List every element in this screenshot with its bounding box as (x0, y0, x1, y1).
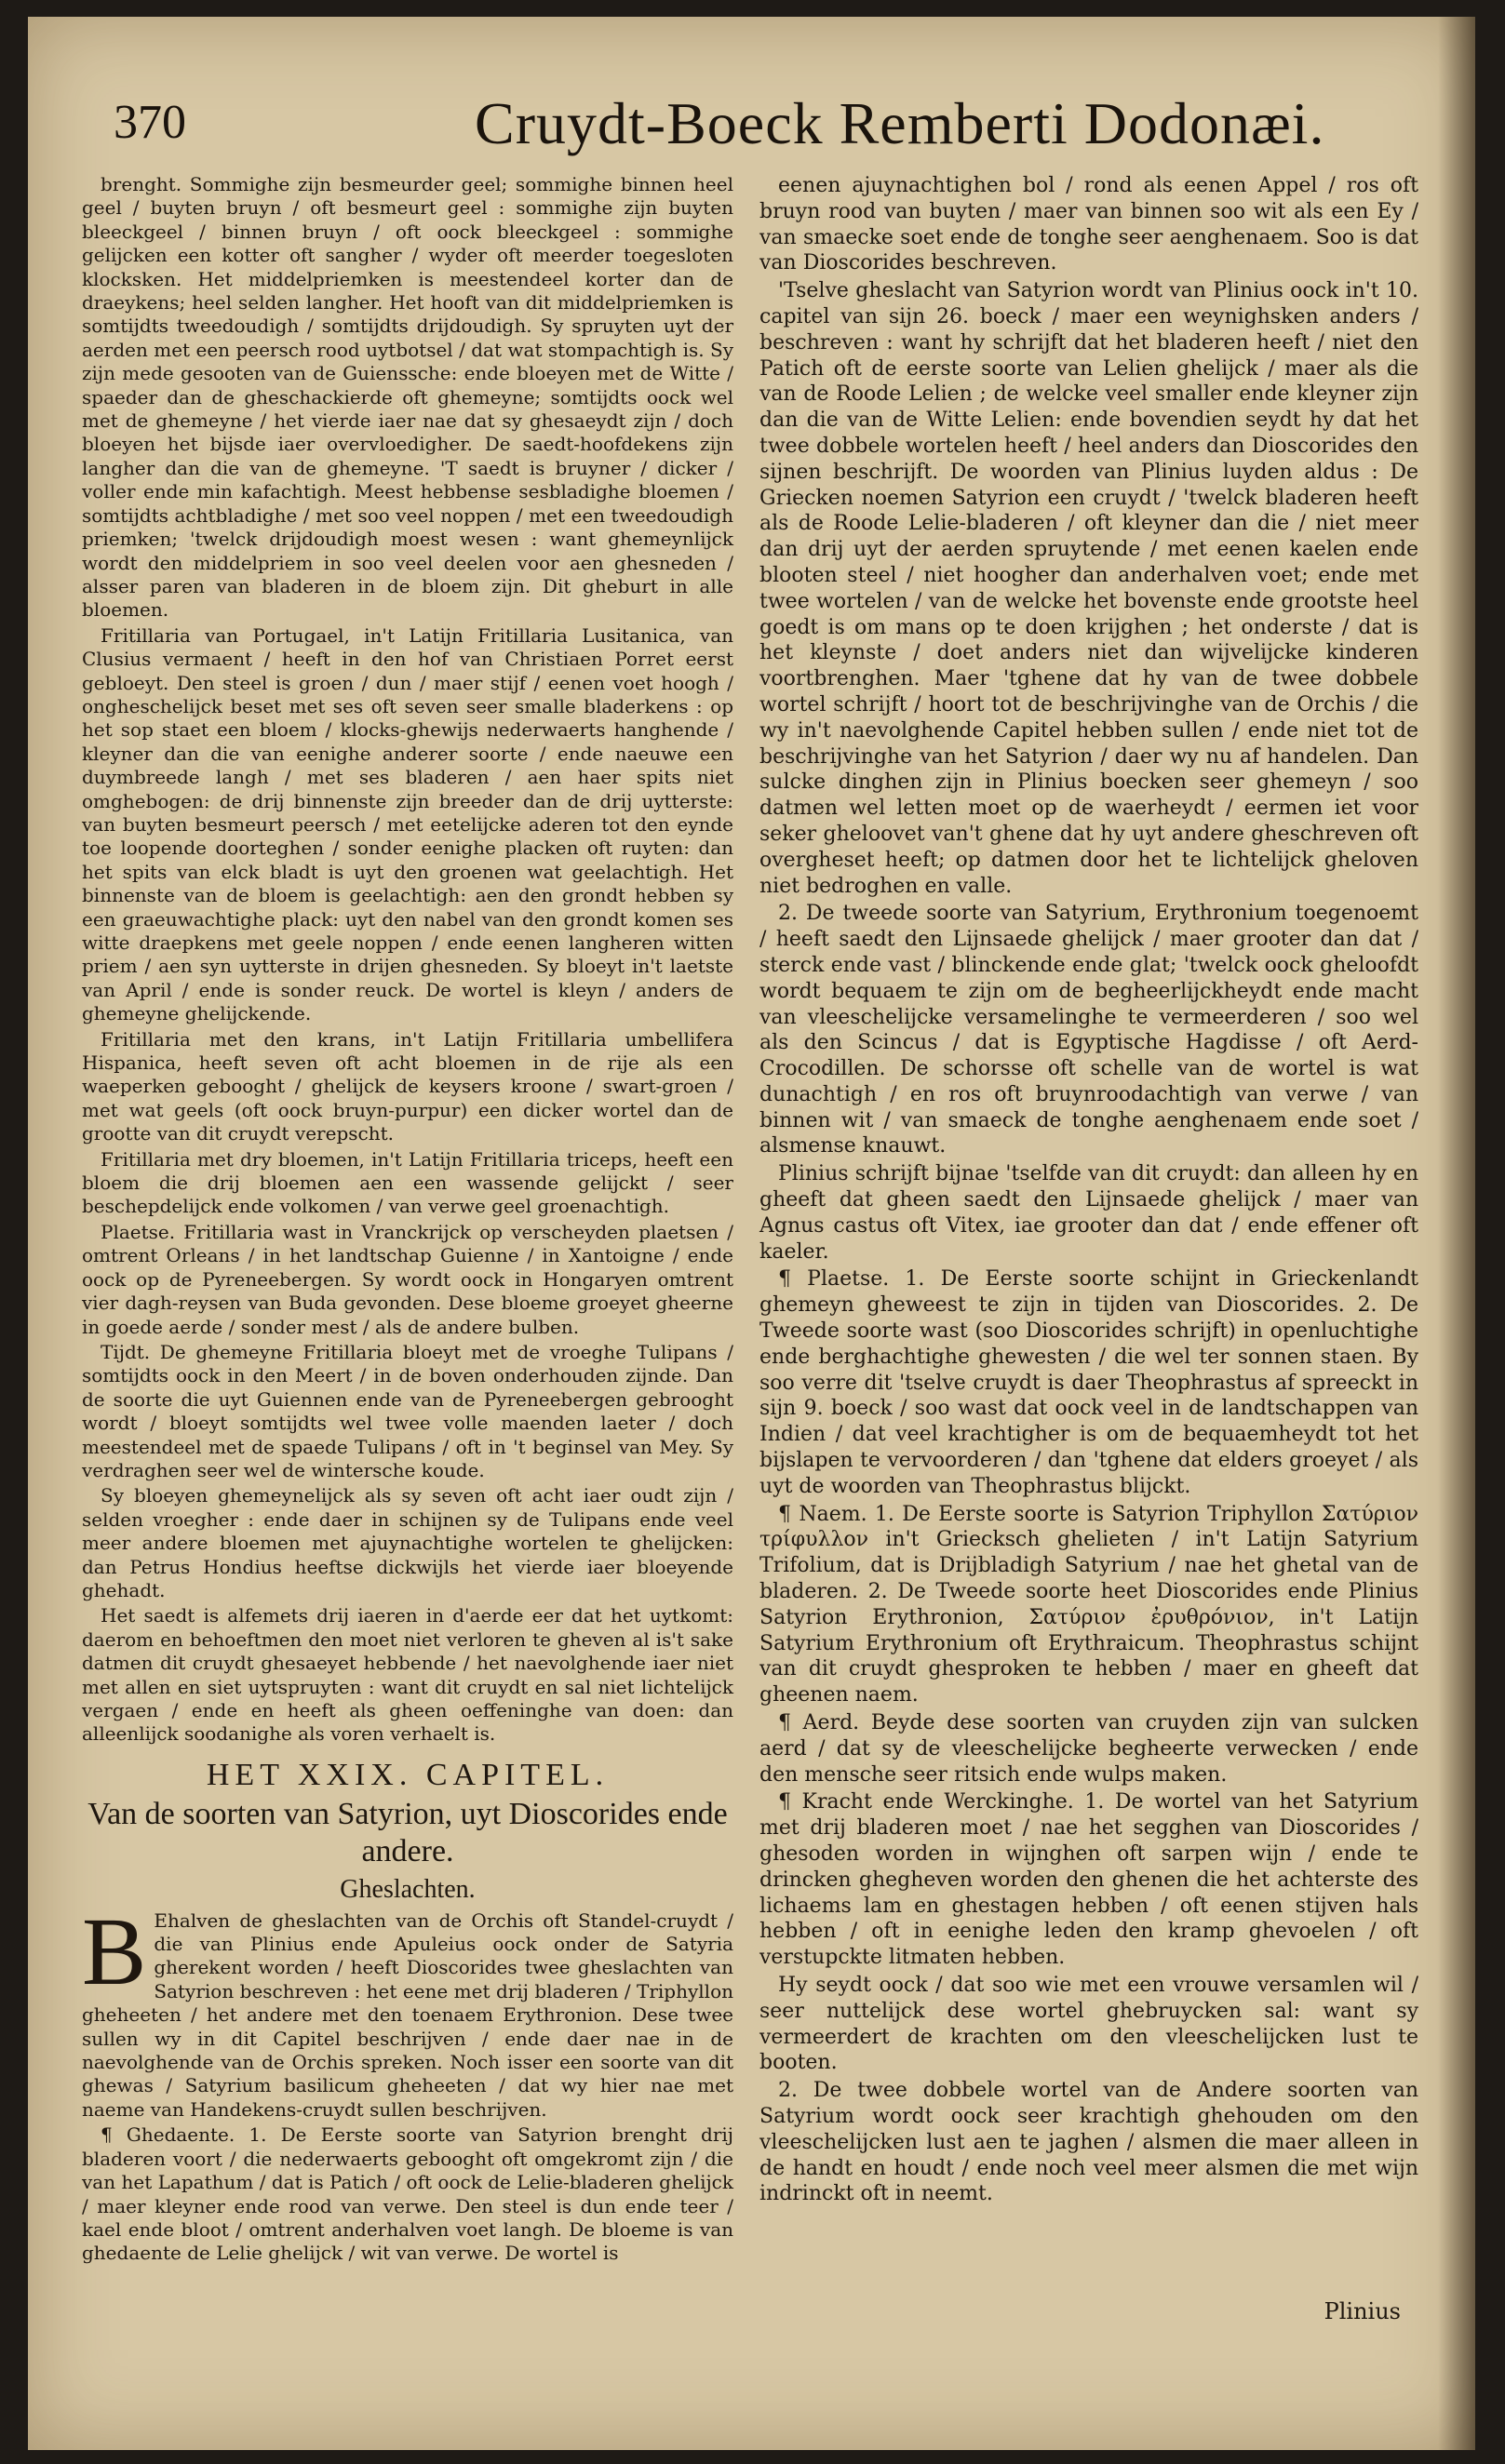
paragraph: Plaetse. Fritillaria wast in Vranckrijck op verscheyden plaetsen / omtrent Orleans / in het landtschap Guienne / in Xantoigne / ende oock op de Pyreneebergen. Sy wordt oock in Hongaryen omtrent vier dagh-reysen van Buda gevonden. Dese bloeme groeyet gheerne in goede aerde / sonder mest / als de andere bulben. (82, 1220, 733, 1338)
chapter-title: Van de soorten van Satyrion, uyt Dioscorides ende andere. (87, 1797, 728, 1869)
page-gutter-shadow (1438, 17, 1475, 2450)
running-head (84, 89, 1419, 164)
paragraph: Het saedt is alfemets drij iaeren in d'aerde eer dat het uytkomt: daerom en behoeftmen den moet niet verloren te gheven al is't sake datmen dit cruydt ghesaeyet hebbende / het naevolghende iaer niet met allen en siet uytspruyten : want dit cruydt en sal niet lichtelijck vergaen / ende en heeft als gheen oeffeninghe van doen: dan alleenlijck soodanighe als voren verhaelt is. (82, 1604, 733, 1746)
running-title: Cruydt-Boeck Remberti Dodonæi. (475, 90, 1325, 156)
dropcap-paragraph (82, 1897, 733, 2123)
page-number: 370 (114, 96, 186, 149)
paragraph: ¶ Naem. 1. De Eerste soorte is Satyrion Triphyllon Σατύριον τρίφυλλον in't Griecksch ghelieten / in't Latijn Satyrium Trifolium, dat is Drijbladigh Satyrium / nae het ghetal van de bladeren. 2. De Tweede soorte heet Dioscorides ende Plinius Satyrion Erythronion, Σατύριον ἐρυθρόνιον, in't Latijn Satyrium Erythronium oft Erythraicum. Theophrastus schijnt van dit cruydt ghesproken te hebben / maer en gheeft dat gheenen naem. (759, 1502, 1418, 1707)
paragraph: Tijdt. De ghemeyne Fritillaria bloeyt met de vroeghe Tulipans / somtijdts oock in den Meert / in de boven onderhouden zijnde. Dan de soorte die uyt Guiennen ende van de Pyreneebergen gebrooght wordt / bloeyt somtijdts wel twee volle maenden laeter / doch meestendeel met de spaede Tulipans / oft in 't beginsel van Mey. Sy verdraghen seer wel de wintersche koude. (82, 1340, 733, 1481)
drop-cap: B (82, 1897, 147, 2005)
paragraph: Fritillaria met den krans, in't Latijn Fritillaria umbellifera Hispanica, heeft seven oft acht bloemen in de rije als een waeperken gebooght / ghelijck de keysers kroone / swart-groen / met wat geels (oft oock bruyn-purpur) een dicker wortel dan de grootte van dit cruydt verepscht. (82, 1027, 733, 1145)
chapter-heading: HET XXIX. CAPITEL. (206, 1757, 610, 1792)
paragraph: 2. De twee dobbele wortel van de Andere soorten van Satyrium wordt oock seer krachtigh ghehouden om den vleeschelijcken lust aen te jaghen / alsmen die maer alleen in de handt en houdt / ende noch veel meer alsmen die met wijn indrinckt oft in neemt. (759, 2079, 1418, 2206)
paragraph: ¶ Plaetse. 1. De Eerste soorte schijnt in Grieckenlandt ghemeyn gheweest te zijn in tijden van Dioscorides. 2. De Tweede soorte wast (soo Dioscorides schrijft) in openluchtighe ende berghachtighe ghewesten / die wel ter sonnen staen. By soo verre dit 'tselve cruydt is daer Theophrastus af spreeckt in sijn 9. boeck / soo wast dat oock veel in de landtschappen van Indien / dat veel krachtigher is om de bequaemheydt tot het bijslapen te vervoorderen / dan 'tghene dat elders groeyet / als uyt de woorden van Theophrastus blijckt. (759, 1267, 1418, 1498)
paragraph: 2. De tweede soorte van Satyrium, Erythronium toegenoemt / heeft saedt den Lijnsaede ghelijck / maer grooter dan dat / sterck ende vast / blinckende ende glat; 'twelck oock gheloofdt wordt bequaem te zijn om de begheerlijckheydt ende macht van vleeschelijcke versamelinghe te vermeerderen / soo wel als den Scincus / dat is Egyptische Hagdisse / oft Aerd-Crocodillen. De schorsse oft schelle van de wortel is wat dunachtigh / en ros oft bruynroodachtigh van verwe / van binnen wit / van smaeck de tonghe aenghenaem ende soet / alsmense knauwt. (759, 902, 1418, 1158)
paragraph: Plinius schrijft bijnae 'tselfde van dit cruydt: dan alleen hy en gheeft dat gheen saedt den Lijnsaede ghelijck / maer van Agnus castus oft Vitex, iae grooter dan dat / ende effener oft kaeler. (759, 1162, 1418, 1264)
right-column (759, 173, 1418, 2209)
paragraph: Fritillaria van Portugael, in't Latijn Fritillaria Lusitanica, van Clusius vermaent / heeft in den hof van Christiaen Porret eerst gebloeyt. Den steel is groen / dun / maer stijf / eenen voet hoogh / ongheschelijck beset met ses oft seven seer smalle bladerkens : op het sop staet een bloem / klocks-ghewijs nederwaerts hanghende / kleyner dan die van eenighe anderer soorte / ende naeuwe een duymbreede langh / met ses bladeren / aen haer spits niet omghebogen: de drij binnenste zijn breeder dan de drij uytterste: van buyten besmeurt peersch / met eetelijcke aderen tot den eynde toe loopende doorteghen / sonder eenighe placken oft ruyten: dan het spits van elck bladt is uyt den groenen wat geelachtigh. Het binnenste van de bloem is geelachtigh: aen den grondt hebben sy een graeuwachtighe plack: uyt den nabel van den grondt komen ses witte draepkens met geele noppen / ende eenen langheren witten priem / aen syn uytterste in drijen ghesneden. Sy bloeyt in't laetste van April / ende is sonder reuck. De wortel is kleyn / anders de ghemeyne ghelijckende. (82, 623, 733, 1025)
paragraph: 'Tselve gheslacht van Satyrion wordt van Plinius oock in't 10. capitel van sijn 26. boeck / maer een weynighsken anders / beschreven : want hy schrijft dat het bladeren heeft / niet den Patich oft de eerste soorte van Lelien ghelijck / maer als die van de Roode Lelien ; de welcke veel smaller ende kleyner zijn dan die van de Witte Lelien: ende bovendien seydt hy dat het twee dobbele wortelen heeft / heel anders dan Dioscorides den sijnen beschrijft. De woorden van Plinius luyden aldus : De Griecken noemen Satyrion een cruydt / 'twelck bladeren heeft als de Roode Lelie-bladeren / oft kleyner dan die / niet meer dan drij uyt der aerden spruytende / met eenen kaelen ende blooten steel / niet hoogher dan anderhalven voet; ende met twee wortelen / van de welcke het bovenste ende grootste heel goedt is om mans op te doen krijghen ; het onderste / dat is het kleynste / doet anders niet dan wijvelijcke kinderen voortbrenghen. Maer 'tghene dat hy van de twee dobbele wortel schrijft / hoort tot de beschrijvinghe van de Orchis / die wy in't naevolghende Capitel hebben sullen / ende niet tot de beschrijvinghe van het Satyrion / daer wy nu af handelen. Dan sulcke dinghen zijn in Plinius boecken seer ghemeyn / soo datmen wel letten moet op de waerheydt / eermen iet voor seker gheloovet van't ghene dat hy uyt andere gheschreven oft overgheset heeft; op datmen door het te lichtelijck gheloven niet bedroghen en valle. (759, 279, 1418, 898)
catchword: Plinius (1324, 2298, 1401, 2324)
paragraph: brenght. Sommighe zijn besmeurder geel; sommighe binnen heel geel / buyten bruyn / oft besmeurt geel : sommighe zijn buyten bleeckgeel / binnen bruyn / oft oock bleeckgeel : sommighe gelijcken een kotter oft sangher / wyder oft meerder toegesloten klocksken. Het middelpriemken is meestendeel korter dan de draeykens; heel selden langher. Het hooft van dit middelpriemken is somtijdts tweedoudigh / somtijdts drijdoudigh. Sy spruyten uyt der aerden met een peersch rood uytbotsel / dat wat stompachtigh is. Sy zijn mede gesooten van de Guienssche: ende bloeyen met de Witte / spaeder dan de gheschackierde oft ghemeyne; somtijdts oock wel met de ghemeyne / het vierde iaer nae dat sy ghesaeydt zijn / doch bloeyen het bijsde iaer overvloedigher. De saedt-hoofdekens zijn langher dan die van de ghemeyne. 'T saedt is bruyner / dicker / voller ende min kafachtigh. Meest hebbense sesbladighe bloemen / somtijdts achtbladighe / met soo veel noppen / met een tweedoudigh priemken; 'twelck drijdoudigh moest wesen : want ghemeynlijck wordt den middelpriem in soo veel deelen voor aen ghesneden / alsser paren van bladeren in de bloem zijn. Dit gheburt in alle bloemen. (82, 173, 733, 622)
dropcap-paragraph-text: Ehalven de gheslachten van de Orchis oft Standel-cruydt / die van Plinius ende Apuleius oock onder de Satyria gherekent worden / heeft Dioscorides twee gheslachten van Satyrion beschreven : het eene met drij bladeren / Triphyllon gheheeten / het andere met den toenaem Erythronion. Dese twee sullen wy in dit Capitel beschrijven / ende daer nae in de naevolghende van de Orchis spreken. Noch isser een soorte van dit ghewas / Satyrium basilicum gheheeten / dat wy hier nae met naeme van Handekens-cruydt sullen beschrijven. (82, 1908, 733, 2121)
paragraph: ¶ Kracht ende Werckinghe. 1. De wortel van het Satyrium met drij bladeren moet / nae het segghen van Dioscorides / ghesoden worden in wijnghen oft sarpen wijn / ende te drincken ghegheven worden den ghenen die het achterste des lichaems lam en ghestagen hebben / oft eenen stijven hals hebben / oft in eenighe leden den kramp ghevoelen / oft verstupckte litmaten hebben. (759, 1790, 1418, 1970)
paragraph: eenen ajuynachtighen bol / rond als eenen Appel / ros oft bruyn rood van buyten / maer van binnen soo wit als een Ey / van smaecke soet ende de tonghe seer aenghenaem. Soo is dat van Dioscorides beschreven. (759, 174, 1418, 275)
paragraph: Hy seydt oock / dat soo wie met een vrouwe versamlen wil / seer nuttelijck dese wortel ghebruycken sal: want sy vermeerdert de krachten om den vleeschelijcken lust te booten. (759, 1973, 1418, 2075)
section-heading: Gheslachten. (340, 1875, 476, 1905)
book-page (28, 17, 1475, 2450)
paragraph: Sy bloeyen ghemeynelijck als sy seven oft acht iaer oudt zijn / selden vroegher : ende daer in schijnen sy de Tulipans ende veel meer andere bloemen met ajuynachtighe wortelen te ghelijcken: dan Petrus Hondius heeftse dickwijls het vierde iaer bloeyende ghehadt. (82, 1484, 733, 1601)
left-column (82, 173, 733, 2268)
paragraph: ¶ Ghedaente. 1. De Eerste soorte van Satyrion brenght drij bladeren voort / die nederwaerts gebooght oft omgekromt zijn / die van het Lapathum / dat is Patich / oft oock de Lelie-bladeren ghelijck / maer kleyner ende rood van verwe. Den steel is dun ende teer / kael ende bloot / omtrent anderhalven voet langh. De bloeme is van ghedaente de Lelie ghelijck / wit van verwe. De wortel is (82, 2123, 733, 2265)
paragraph: ¶ Aerd. Beyde dese soorten van cruyden zijn van sulcken aerd / dat sy de vleeschelijcke begheerte verwecken / ende den mensche seer ritsich ende wulps maken. (759, 1711, 1418, 1787)
paragraph: Fritillaria met dry bloemen, in't Latijn Fritillaria triceps, heeft een bloem die drij bloemen aen een wassende gelijckt / seer beschepdelijck ende volkomen / van verwe geel groenachtigh. (82, 1147, 733, 1218)
